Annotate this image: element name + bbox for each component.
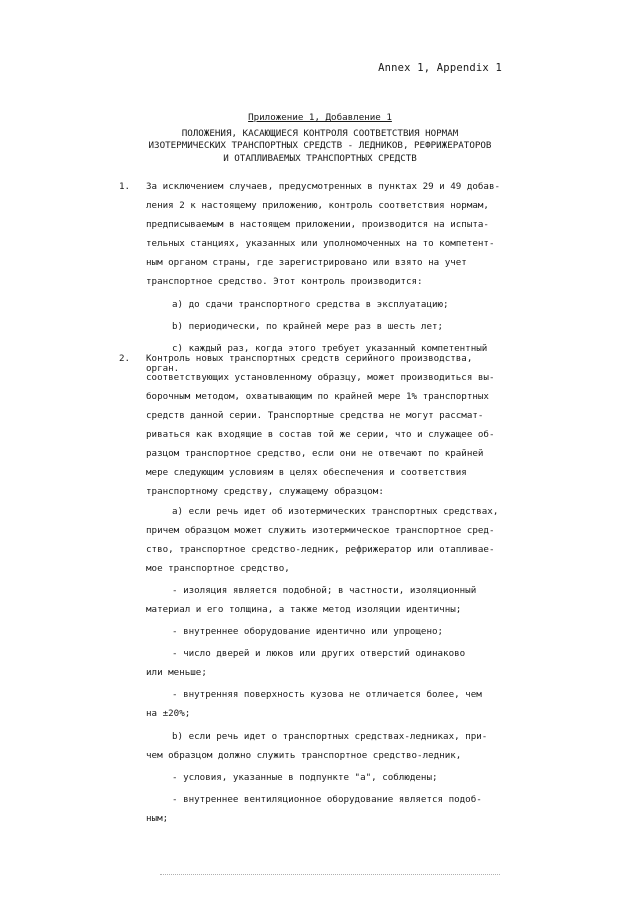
title-block <box>0 112 640 165</box>
text-line: а) до сдачи транспортного средства в эксплуатацию; <box>172 299 449 310</box>
text-line: Контроль новых транспортных средств серийного производства, <box>146 353 473 364</box>
text-line: - внутреннее оборудование идентично или упрощено; <box>172 626 444 637</box>
text-line: b) периодически, по крайней мере раз в шесть лет; <box>172 321 444 332</box>
text-line: - число дверей и люков или других отверстий одинаково <box>172 648 466 659</box>
text-line: ство, транспортное средство-ледник, рефрижератор или отапливае- <box>146 544 495 555</box>
text-line: на ±20%; <box>146 708 191 719</box>
text-line: борочным методом, охватывающим по крайней мере 1% транспортных <box>146 391 489 402</box>
text-line: а) если речь идет об изотермических транспортных средствах, <box>172 506 499 517</box>
text-line: мое транспортное средство, <box>146 563 290 574</box>
annex-label: Annex 1, Appendix 1 <box>378 62 502 74</box>
title-line: ПОЛОЖЕНИЯ, КАСАЮЩИЕСЯ КОНТРОЛЯ СООТВЕТСТВИЯ НОРМАМ <box>181 127 459 139</box>
text-line: причем образцом может служить изотермическое транспортное сред- <box>146 525 495 536</box>
title-line: И ОТАПЛИВАЕМЫХ ТРАНСПОРТНЫХ СРЕДСТВ <box>223 152 417 164</box>
text-line: чем образцом должно служить транспортное средство-ледник, <box>146 750 462 761</box>
section-number: 2. <box>119 353 131 364</box>
text-line: транспортное средство. Этот контроль производится: <box>146 276 423 287</box>
text-line: - изоляция является подобной; в частности, изоляционный <box>172 585 477 596</box>
appendix-title: Приложение 1, Добавление 1 <box>248 112 392 123</box>
text-line: средств данной серии. Транспортные средства не могут рассмат- <box>146 410 484 421</box>
section-number: 1. <box>119 181 131 192</box>
text-line: с) каждый раз, когда этого требует указанный компетентный <box>172 343 488 354</box>
text-line: - внутренняя поверхность кузова не отличается более, чем <box>172 689 482 700</box>
text-line: ным; <box>146 813 169 824</box>
text-line: соответствующих установленному образцу, может производиться вы- <box>146 372 495 383</box>
text-line: b) если речь идет о транспортных средствах-ледниках, при- <box>172 731 488 742</box>
title-line: ИЗОТЕРМИЧЕСКИХ ТРАНСПОРТНЫХ СРЕДСТВ - ЛЕДНИКОВ, РЕФРИЖЕРАТОРОВ <box>148 140 492 151</box>
text-line: или меньше; <box>146 667 207 678</box>
text-line: ным органом страны, где зарегистрировано или взято на учет <box>146 257 467 268</box>
text-line: мере следующим условиям в целях обеспечения и соответствия <box>146 467 467 478</box>
text-line: За исключением случаев, предусмотренных в пунктах 29 и 49 добав- <box>146 181 501 192</box>
text-line: орган. <box>146 363 180 374</box>
text-line: материал и его толщина, а также метод изоляции идентичны; <box>146 604 462 615</box>
footer-rule <box>160 874 500 875</box>
text-line: риваться как входящие в состав той же серии, что и служащее об- <box>146 429 495 440</box>
text-line: - условия, указанные в подпункте "а", соблюдены; <box>172 772 438 783</box>
text-line: тельных станциях, указанных или уполномоченных на то компетент- <box>146 238 495 249</box>
text-line: разцом транспортное средство, если они не отвечают по крайней <box>146 448 484 459</box>
text-line: - внутреннее вентиляционное оборудование является подоб- <box>172 794 482 805</box>
text-line: транспортному средству, служащему образцом: <box>146 486 384 497</box>
text-line: предписываемым в настоящем приложении, производится на испыта- <box>146 219 489 230</box>
text-line: ления 2 к настоящему приложению, контроль соответствия нормам, <box>146 200 489 211</box>
